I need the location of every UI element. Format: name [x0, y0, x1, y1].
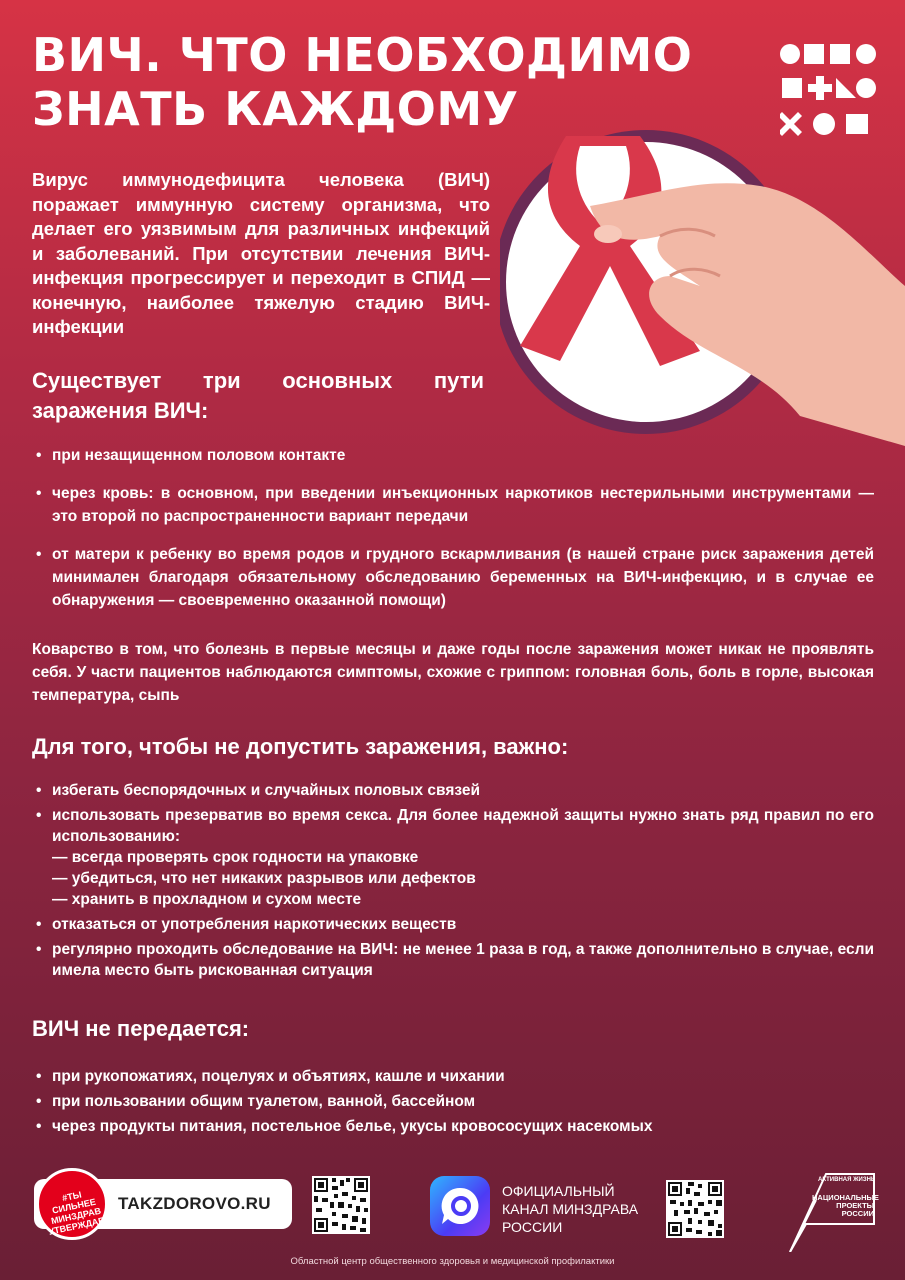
list-item-text: использовать презерватив во время секса. Для более надежной защиты нужно знать ряд правил по его использованию:	[52, 807, 874, 845]
sub-item: — хранить в прохладном и сухом месте	[52, 891, 362, 908]
list-item: • через кровь: в основном, при введении инъекционных наркотиков нестерильными инструментами — это второй по распространенности вариант передачи	[32, 482, 874, 528]
badge-text: #ТЫ СИЛЬНЕЕ МИНЗДРАВ УТВЕРЖДАЕТ	[47, 1189, 111, 1237]
list-item	[32, 914, 874, 935]
ways-heading: Существует три основных пути заражения ВИЧ:	[32, 368, 484, 423]
page-title: ВИЧ. ЧТО НЕОБХОДИМО ЗНАТЬ КАЖДОМУ	[32, 28, 693, 136]
sub-item: — убедиться, что нет никаких разрывов или дефектов	[52, 870, 476, 887]
list-item-text: избегать беспорядочных и случайных половых связей	[52, 782, 481, 799]
active-life-label: АКТИВНАЯ ЖИЗНЬ	[818, 1177, 876, 1183]
list-item: • через продукты питания, постельное белье, укусы кровососущих насекомых	[32, 1114, 874, 1139]
insidious-paragraph: Коварство в том, что болезнь в первые месяцы и даже годы после заражения может никак не проявлять себя. У части пациентов наблюдаются симптомы, схожие с гриппом: головная боль, боль в горле, высокая температура, сыпь	[32, 641, 874, 704]
sub-list	[52, 847, 874, 910]
hand-ribbon-illustration	[500, 116, 905, 446]
ways-list	[32, 444, 874, 627]
not-transmitted-heading: ВИЧ не передается:	[32, 1016, 250, 1041]
qr-code-icon[interactable]	[666, 1180, 724, 1238]
prevention-list	[32, 780, 874, 985]
list-item	[32, 780, 874, 801]
list-item	[32, 805, 874, 910]
ty-silnee-badge	[36, 1168, 111, 1240]
list-item-text: регулярно проходить обследование на ВИЧ: не менее 1 раза в год, а также дополнительно в случае, если имела место быть рискованная ситуация	[52, 941, 874, 979]
center-name: Областной центр общественного здоровья и медицинской профилактики	[290, 1256, 615, 1267]
prevention-heading: Для того, чтобы не допустить заражения, важно:	[32, 734, 569, 759]
intro-paragraph: Вирус иммунодефицита человека (ВИЧ) поражает иммунную систему организма, что делает его уязвимым для различных инфекций и заболеваний. При отсутствии лечения ВИЧ-инфекция прогрессирует и переходит в СПИД — конечную, наиболее тяжелую стадию ВИЧ-инфекции	[32, 169, 490, 337]
list-item-text: отказаться от употребления наркотических веществ	[52, 916, 457, 933]
max-app-icon[interactable]	[430, 1176, 490, 1236]
national-projects-label: НАЦИОНАЛЬНЫЕ ПРОЕКТЫ РОССИИ	[812, 1193, 879, 1218]
site-link-label[interactable]: TAKZDOROVO.RU	[118, 1194, 271, 1213]
qr-code-icon[interactable]	[312, 1176, 370, 1234]
sub-item: — всегда проверять срок годности на упаковке	[52, 849, 419, 866]
official-channel-label: ОФИЦИАЛЬНЫЙ КАНАЛ МИНЗДРАВА РОССИИ	[502, 1183, 639, 1235]
list-item: • от матери к ребенку во время родов и грудного вскармливания (в нашей стране риск заражения детей минимален благодаря обязательному обследованию беременных на ВИЧ-инфекцию, и в случае ее обнаружения — своевременно оказанной помощи)	[32, 543, 874, 612]
not-transmitted-list	[32, 1064, 874, 1139]
list-item	[32, 939, 874, 981]
chat-bubble-icon	[430, 1176, 490, 1236]
footer	[0, 1160, 905, 1280]
list-item: • при рукопожатиях, поцелуях и объятиях, кашле и чихании	[32, 1064, 874, 1089]
list-item: • при пользовании общим туалетом, ванной, бассейном	[32, 1089, 874, 1114]
list-item: • при незащищенном половом контакте	[32, 444, 874, 467]
